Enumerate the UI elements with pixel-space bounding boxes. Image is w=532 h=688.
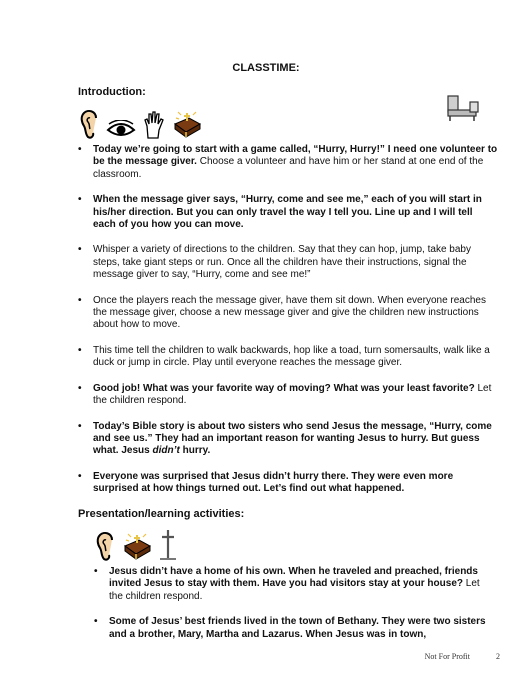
page-footer <box>425 652 500 661</box>
page-title: CLASSTIME: <box>232 62 300 74</box>
list-item: • Everyone was surprised that Jesus didn’t hurry there. They were even more surprised at how things turned out. Let’s find out what happened. <box>78 471 498 496</box>
presentation-icon-row <box>94 528 178 562</box>
hand-icon <box>142 110 166 140</box>
list-item: • Some of Jesus’ best friends lived in the town of Bethany. They were two sisters and a brother, Mary, Martha and Lazarus. When Jesus was in town, <box>94 616 494 641</box>
footer-text: Not For Profit <box>424 652 470 661</box>
chair-icon <box>444 92 482 127</box>
presentation-bullet-list <box>94 566 494 654</box>
list-item: • Today’s Bible story is about two sisters who send Jesus the message, “Hurry, come and see us.” They had an important reason for wanting Jesus to hurry. But guess what. Jesus didn’t hurry. <box>78 421 498 458</box>
list-item: • Whisper a variety of directions to the children. Say that they can hop, jump, take baby steps, take giant steps or run. Once all the children have their instructions, signal the message giver to say, “Hurry, come and see me!” <box>78 244 498 281</box>
cross-icon <box>158 528 178 562</box>
intro-icon-row <box>78 106 202 140</box>
list-item: • Good job! What was your favorite way of moving? What was your least favorite? Let the children respond. <box>78 383 498 408</box>
introduction-heading: Introduction: <box>78 86 146 98</box>
list-item: • This time tell the children to walk backwards, hop like a toad, turn somersaults, walk like a duck or jump in circle. Play until everyone reaches the message giver. <box>78 345 498 370</box>
eye-icon <box>106 120 136 140</box>
list-item: • Jesus didn’t have a home of his own. When he traveled and preached, friends invited Jesus to stay with them. Have you had visitors stay at your house? Let the children respond. <box>94 566 494 603</box>
ear-icon <box>94 530 116 562</box>
bible-icon <box>172 110 202 140</box>
bible-icon <box>122 532 152 562</box>
presentation-heading: Presentation/learning activities: <box>78 508 245 520</box>
intro-bullet-list <box>78 144 498 509</box>
ear-icon <box>78 108 100 140</box>
list-item: • When the message giver says, “Hurry, come and see me,” each of you will start in his/her direction. But you can only travel the way I tell you. Line up and I will tell each of you how you can move. <box>78 194 498 231</box>
list-item: • Once the players reach the message giver, have them sit down. When everyone reaches the message giver, choose a new message giver and give the children new instructions about how to move. <box>78 295 498 332</box>
list-item: • Today we’re going to start with a game called, “Hurry, Hurry!” I need one volunteer to be the message giver. Choose a volunteer and have him or her stand at one end of the classroom. <box>78 144 498 181</box>
page-number: 2 <box>496 652 500 661</box>
